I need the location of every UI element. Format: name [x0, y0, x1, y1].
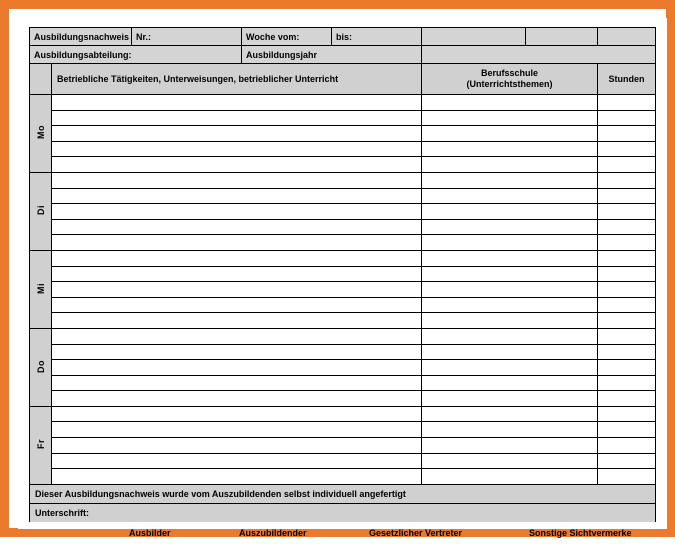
- entry-cell-hours[interactable]: [598, 172, 656, 188]
- entry-cell-hours[interactable]: [598, 406, 656, 422]
- field-ausbildungsjahr-label: Ausbildungsjahr: [246, 49, 318, 60]
- table-row[interactable]: [30, 453, 656, 469]
- table-row[interactable]: [30, 375, 656, 391]
- entry-cell-school[interactable]: [422, 453, 598, 469]
- table-row[interactable]: [30, 126, 656, 142]
- entry-cell-task[interactable]: [52, 95, 422, 111]
- table-row[interactable]: [30, 219, 656, 235]
- entry-cell-school[interactable]: [422, 141, 598, 157]
- entry-cell-task[interactable]: [52, 297, 422, 313]
- entry-cell-task[interactable]: [52, 453, 422, 469]
- entry-cell-task[interactable]: [52, 250, 422, 266]
- entry-cell-hours[interactable]: [598, 391, 656, 407]
- signature-row: [30, 503, 656, 522]
- entry-cell-task[interactable]: [52, 406, 422, 422]
- entry-cell-hours[interactable]: [598, 313, 656, 329]
- entry-cell-hours[interactable]: [598, 422, 656, 438]
- entry-cell-task[interactable]: [52, 126, 422, 142]
- table-row[interactable]: [30, 297, 656, 313]
- day-label-di: [30, 172, 52, 250]
- entry-cell-hours[interactable]: [598, 141, 656, 157]
- entry-cell-school[interactable]: [422, 95, 598, 111]
- table-row[interactable]: [30, 344, 656, 360]
- field-bis[interactable]: [332, 28, 422, 46]
- entry-cell-task[interactable]: [52, 313, 422, 329]
- entry-cell-task[interactable]: [52, 422, 422, 438]
- day-label-fr: [30, 406, 52, 484]
- entry-cell-school[interactable]: [422, 219, 598, 235]
- entry-cell-hours[interactable]: [598, 344, 656, 360]
- entry-cell-hours[interactable]: [598, 250, 656, 266]
- entry-cell-hours[interactable]: [598, 469, 656, 485]
- entry-cell-hours[interactable]: [598, 297, 656, 313]
- entry-cell-hours[interactable]: [598, 126, 656, 142]
- entry-cell-task[interactable]: [52, 188, 422, 204]
- title-row-spacer-2: [526, 28, 598, 46]
- day-label-mo: [30, 95, 52, 173]
- entry-cell-task[interactable]: [52, 235, 422, 251]
- ausbildungsnachweis-table: [29, 27, 656, 522]
- entry-cell-school[interactable]: [422, 328, 598, 344]
- table-row[interactable]: [30, 438, 656, 454]
- table-row[interactable]: [30, 422, 656, 438]
- entry-cell-task[interactable]: [52, 438, 422, 454]
- entry-cell-hours[interactable]: [598, 453, 656, 469]
- table-row[interactable]: [30, 172, 656, 188]
- column-header-betriebliche: Betriebliche Tätigkeiten, Unterweisungen, betrieblicher Unterricht: [52, 64, 422, 95]
- entry-cell-task[interactable]: [52, 266, 422, 282]
- day-label-mi-text: Mi: [35, 282, 46, 294]
- column-header-berufsschule-main: Berufsschule: [481, 68, 539, 78]
- entry-cell-task[interactable]: [52, 360, 422, 376]
- column-header-stunden: Stunden: [598, 64, 656, 95]
- entry-cell-school[interactable]: [422, 172, 598, 188]
- entry-cell-school[interactable]: [422, 360, 598, 376]
- entry-cell-task[interactable]: [52, 219, 422, 235]
- field-nr: [132, 28, 242, 46]
- entry-cell-hours[interactable]: [598, 438, 656, 454]
- entry-cell-task[interactable]: [52, 328, 422, 344]
- entry-cell-school[interactable]: [422, 266, 598, 282]
- entry-cell-school[interactable]: [422, 157, 598, 173]
- entry-cell-hours[interactable]: [598, 235, 656, 251]
- day-label-do: [30, 328, 52, 406]
- entry-cell-task[interactable]: [52, 469, 422, 485]
- title-row: [30, 28, 656, 46]
- field-ausbildungsjahr[interactable]: [242, 46, 422, 64]
- signature-label: Unterschrift:: [30, 503, 656, 522]
- day-label-mi: [30, 250, 52, 328]
- signature-role-sonstige-sichtvermerke: Sonstige Sichtvermerke: [529, 527, 632, 538]
- table-row[interactable]: [30, 266, 656, 282]
- table-row[interactable]: [30, 250, 656, 266]
- table-row[interactable]: [30, 360, 656, 376]
- entry-cell-task[interactable]: [52, 375, 422, 391]
- field-ausbildungsabteilung-label: Ausbildungsabteilung:: [34, 49, 132, 60]
- field-ausbildungsabteilung[interactable]: [30, 46, 242, 64]
- table-row[interactable]: [30, 391, 656, 407]
- field-bis-label: bis:: [336, 31, 353, 42]
- table-row[interactable]: [30, 157, 656, 173]
- table-row[interactable]: [30, 469, 656, 485]
- entry-cell-task[interactable]: [52, 344, 422, 360]
- form-sheet: [18, 18, 667, 538]
- table-row[interactable]: [30, 282, 656, 298]
- entry-cell-school[interactable]: [422, 422, 598, 438]
- entry-cell-hours[interactable]: [598, 328, 656, 344]
- entry-cell-school[interactable]: [422, 438, 598, 454]
- entry-cell-task[interactable]: [52, 110, 422, 126]
- table-row[interactable]: [30, 188, 656, 204]
- entry-cell-school[interactable]: [422, 282, 598, 298]
- day-label-di-text: Di: [35, 205, 46, 216]
- signature-role-auszubildender: Auszubildender: [239, 527, 307, 538]
- entry-cell-task[interactable]: [52, 157, 422, 173]
- entry-cell-task[interactable]: [52, 204, 422, 220]
- entry-cell-school[interactable]: [422, 126, 598, 142]
- day-label-fr-text: Fr: [35, 439, 46, 450]
- signature-role-ausbilder: Ausbilder: [129, 527, 171, 538]
- entry-cell-school[interactable]: [422, 391, 598, 407]
- footnote-row: [30, 484, 656, 503]
- footnote-text: Dieser Ausbildungsnachweis wurde vom Auszubildenden selbst individuell angefertigt: [30, 484, 656, 503]
- entry-cell-hours[interactable]: [598, 219, 656, 235]
- column-header-berufsschule-sub: (Unterrichtsthemen): [466, 79, 553, 89]
- entry-cell-school[interactable]: [422, 469, 598, 485]
- day-label-do-text: Do: [35, 359, 46, 373]
- entry-cell-task[interactable]: [52, 282, 422, 298]
- entry-cell-hours[interactable]: [598, 110, 656, 126]
- entry-cell-school[interactable]: [422, 375, 598, 391]
- entry-cell-school[interactable]: [422, 406, 598, 422]
- entry-cell-school[interactable]: [422, 110, 598, 126]
- department-row: [30, 46, 656, 64]
- title-row-spacer-3: [598, 28, 656, 46]
- table-row[interactable]: [30, 141, 656, 157]
- entry-cell-hours[interactable]: [598, 375, 656, 391]
- entry-cell-hours[interactable]: [598, 95, 656, 111]
- table-row[interactable]: [30, 204, 656, 220]
- column-header-day: [30, 64, 52, 95]
- entry-cell-school[interactable]: [422, 188, 598, 204]
- entry-cell-school[interactable]: [422, 235, 598, 251]
- table-row[interactable]: [30, 110, 656, 126]
- signature-roles: [29, 524, 655, 544]
- table-row[interactable]: [30, 328, 656, 344]
- table-row[interactable]: [30, 313, 656, 329]
- table-row[interactable]: [30, 235, 656, 251]
- entry-cell-school[interactable]: [422, 250, 598, 266]
- entry-cell-task[interactable]: [52, 391, 422, 407]
- table-row[interactable]: [30, 95, 656, 111]
- day-label-mo-text: Mo: [35, 125, 46, 140]
- column-header-berufsschule: [422, 64, 598, 95]
- entry-cell-school[interactable]: [422, 344, 598, 360]
- signature-role-gesetzlicher-vertreter: Gesetzlicher Vertreter: [369, 527, 463, 538]
- entry-cell-school[interactable]: [422, 297, 598, 313]
- field-woche-vom[interactable]: [242, 28, 332, 46]
- column-header-row: [30, 64, 656, 95]
- table-row[interactable]: [30, 406, 656, 422]
- entry-cell-hours[interactable]: [598, 360, 656, 376]
- department-row-spacer: [422, 46, 656, 64]
- entry-cell-task[interactable]: [52, 141, 422, 157]
- field-woche-vom-label: Woche vom:: [246, 31, 300, 42]
- document-title: Ausbildungsnachweis: [30, 28, 132, 46]
- field-nr-label: Nr.:: [136, 31, 152, 42]
- entry-cell-hours[interactable]: [598, 282, 656, 298]
- entry-cell-task[interactable]: [52, 172, 422, 188]
- entry-cell-hours[interactable]: [598, 188, 656, 204]
- entry-cell-hours[interactable]: [598, 266, 656, 282]
- entry-cell-school[interactable]: [422, 313, 598, 329]
- entry-cell-hours[interactable]: [598, 204, 656, 220]
- entry-cell-school[interactable]: [422, 204, 598, 220]
- title-row-spacer-1: [422, 28, 526, 46]
- entry-cell-hours[interactable]: [598, 157, 656, 173]
